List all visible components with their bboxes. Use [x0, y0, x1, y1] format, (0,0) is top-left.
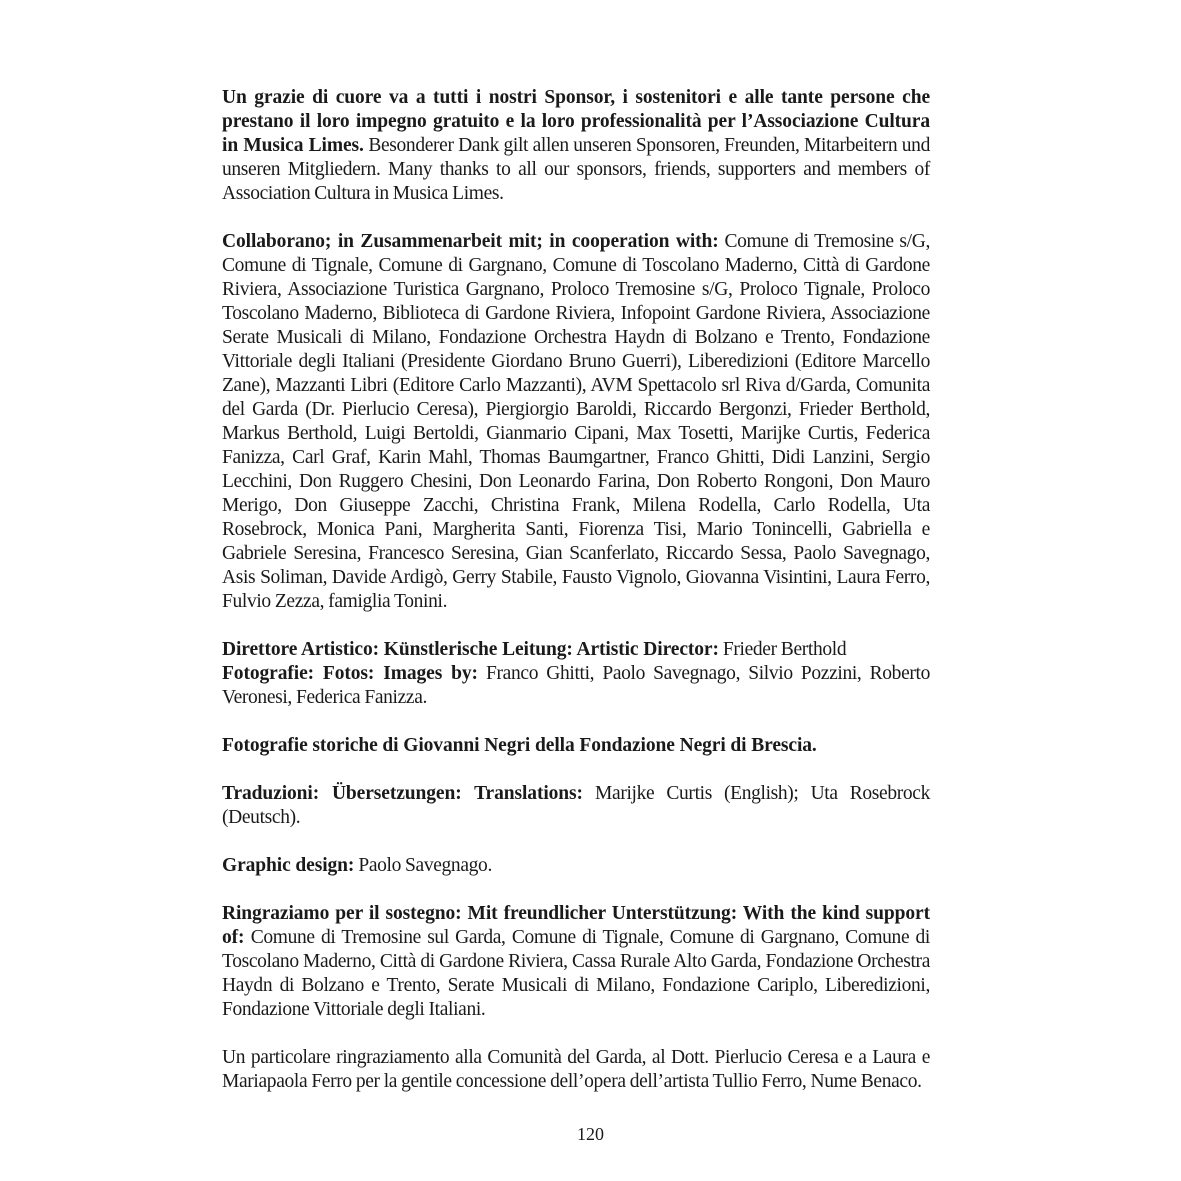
special-thanks-paragraph: Un particolare ringraziamento alla Comunità del Garda, al Dott. Pierlucio Ceresa e a Laura e Mariapaola Ferro per la gentile concessione dell’opera dell’artista Tullio Ferro, Nume Benaco. [222, 1047, 930, 1092]
translations-heading: Traduzioni: Übersetzungen: Translations: [222, 783, 583, 804]
photos-text: Franco Ghitti, Paolo Savegnago, Silvio Pozzini, Roberto Veronesi, Federica Fanizza. [222, 663, 930, 708]
cooperation-heading: Collaborano; in Zusammenarbeit mit; in cooperation with: [222, 231, 719, 252]
cooperation-text: Comune di Tremosine s/G, Comune di Tignale, Comune di Gargnano, Comune di Toscolano Maderno, Città di Gardone Riviera, Associazione Turistica Gargnano, Proloco Tremosine s/G, Proloco Tignale, Proloco Toscolano Maderno, Biblioteca di Gardone Riviera, Infopoint Gardone Riviera, Associazione Serate Musicali di Milano, Fondazione Orchestra Haydn di Bolzano e Trento, Fondazione Vittoriale degli Italiani (Presidente Giordano Bruno Guerri), Liberedizioni (Editore Marcello Zane), Mazzanti Libri (Editore Carlo Mazzanti), AVM Spettacolo srl Riva d/Garda, Comunita del Garda (Dr. Pierlucio Ceresa), Piergiorgio Baroldi, Riccardo Bergonzi, Frieder Berthold, Markus Berthold, Luigi Bertoldi, Gianmario Cipani, Max Tosetti, Marijke Curtis, Federica Fanizza, Carl Graf, Karin Mahl, Thomas Baumgartner, Franco Ghitti, Didi Lanzini, Sergio Lecchini, Don Ruggero Chesini, Don Leonardo Farina, Don Roberto Rongoni, Don Mauro Merigo, Don Giuseppe Zacchi, Christina Frank, Milena Rodella, Carlo Rodella, Uta Rosebrock, Monica Pani, Margherita Santi, Fiorenza Tisi, Mario Tonincelli, Gabriella e Gabriele Seresina, Francesco Seresina, Gian Scanferlato, Riccardo Sessa, Paolo Savegnago, Asis Soliman, Davide Ardigò, Gerry Stabile, Fausto Vignolo, Giovanna Visintini, Laura Ferro, Fulvio Zezza, famiglia Tonini. [222, 231, 930, 612]
photos-paragraph [222, 662, 930, 710]
support-heading: Ringraziamo per il sostegno: Mit freundlicher Unterstützung: With the kind support of: [222, 903, 930, 948]
page-content [222, 86, 930, 1094]
historic-photos-line [222, 734, 930, 758]
thanks-paragraph [222, 86, 930, 206]
director-text: Frieder Berthold [718, 639, 847, 660]
graphic-design-heading: Graphic design: [222, 855, 355, 876]
cooperation-paragraph [222, 230, 930, 614]
director-line [222, 638, 930, 662]
translations-paragraph [222, 782, 930, 830]
page-number: 120 [577, 1124, 604, 1144]
graphic-design-text: Paolo Savegnago. [354, 855, 492, 876]
historic-photos-heading: Fotografie storiche di Giovanni Negri della Fondazione Negri di Brescia. [222, 735, 817, 756]
graphic-design-line [222, 854, 930, 878]
photos-heading: Fotografie: Fotos: Images by: [222, 663, 478, 684]
support-paragraph [222, 902, 930, 1022]
translations-text: Marijke Curtis (English); Uta Rosebrock (Deutsch). [222, 783, 930, 828]
director-heading: Direttore Artistico: Künstlerische Leitung: Artistic Director: [222, 639, 719, 660]
support-text: Comune di Tremosine sul Garda, Comune di Tignale, Comune di Gargnano, Comune di Toscolano Maderno, Città di Gardone Riviera, Cassa Rurale Alto Garda, Fondazione Orchestra Haydn di Bolzano e Trento, Serate Musicali di Milano, Fondazione Cariplo, Liberedizioni, Fondazione Vittoriale degli Italiani. [222, 927, 930, 1020]
thanks-heading: Un grazie di cuore va a tutti i nostri Sponsor, i sostenitori e alle tante persone che prestano il loro impegno gratuito e la loro professionalità per l’Associazione Cultura in Musica Limes. [222, 87, 930, 156]
thanks-text: Besonderer Dank gilt allen unseren Sponsoren, Freunden, Mitarbeitern und unseren Mitgliedern. Many thanks to all our sponsors, friends, supporters and members of Association Cultura in Musica Limes. [222, 135, 930, 204]
